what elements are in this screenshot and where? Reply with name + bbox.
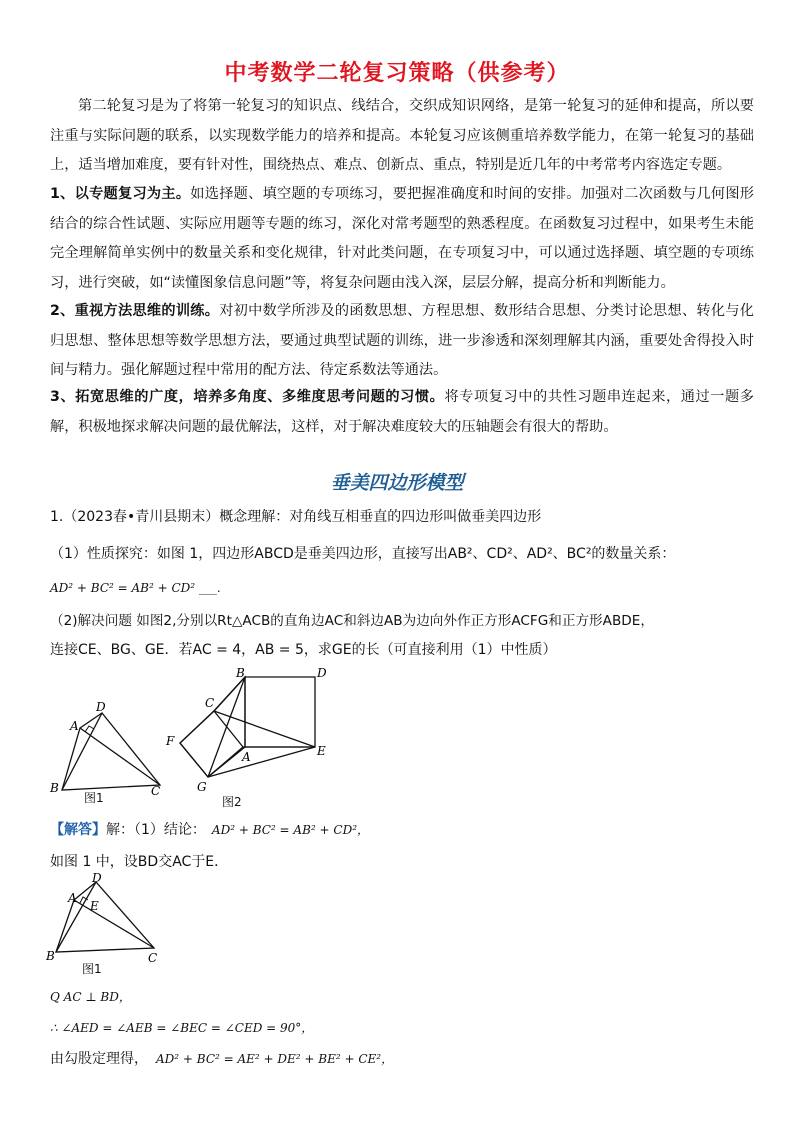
point-3 [50,383,754,442]
solution-line4: ∴ ∠AED = ∠AEB = ∠BEC = ∠CED = 90°， [50,1021,314,1035]
fig2-label-g: G [197,780,207,794]
solution-line3: Q AC ⊥ BD， [50,990,131,1004]
problem-q2-line1: （2)解决问题 如图2,分别以Rt△ACB的直角边AC和斜边AB为边向外作正方形ACFG和正方形ABDE， [50,613,654,629]
fig2-label-a: A [242,750,251,764]
fig1-diagonal-bd [62,713,102,790]
fig1-caption: 图1 [84,791,104,805]
fig1-diagonal-ac [80,728,160,785]
fig2-caption: 图2 [222,795,242,809]
fig3-label-b: B [46,949,55,963]
solution-prefix: 解：（1）结论： [106,822,206,838]
point-1-head: 1、以专题复习为主。 [50,186,191,202]
fig1-label-d: D [96,700,106,714]
fig2-label-b: B [236,666,245,680]
fig3-label-a: A [68,891,77,905]
solution-formula-5: AD² + BC² = AE² + DE² + BE² + CE²， [156,1052,394,1066]
fig3-label-e: E [90,899,99,913]
fig2-square-abde-part [245,677,315,747]
solution-line5-prefix: 由勾股定理得， [50,1051,148,1067]
problem-q2-line2: 连接CE、BG、GE．若AC = 4，AB = 5，求GE的长（可直接利用（1）中性质） [50,642,557,658]
fig2-label-d: D [317,666,327,680]
fig2-segment-ge [208,747,315,777]
point-2-text: 对初中数学所涉及的函数思想、方程思想、数形结合思想、分类讨论思想、转化与化归思想、整体思想等数学思想方法，要通过典型试题的训练，进一步渗透和深刻理解其内涵，重要处舍得投入时间与精力。强化解题过程中常用的配方法、待定系数法等通法。 [50,303,754,378]
fig2-label-e: E [317,744,326,758]
figure-2 [160,665,350,795]
solution-tag: 【解答】 [50,822,106,838]
fig1-label-a: A [70,719,79,733]
problem-intro: 1.（2023春•青川县期末）概念理解：对角线互相垂直的四边形叫做垂美四边形 [50,509,542,525]
fig2-outline [180,677,245,777]
fig2-label-c: C [205,696,215,710]
fig3-caption: 图1 [82,962,102,976]
fig3-label-c: C [148,951,158,965]
point-3-text: 将专项复习中的共性习题串连起来，通过一题多解，积极地探求解决问题的最优解法，这样，对于解决难度较大的压轴题会有很大的帮助。 [50,389,754,435]
page-title: 中考数学二轮复习策略（供参考） [224,61,570,86]
solution-line2: 如图 1 中，设BD交AC于E． [50,854,229,870]
problem-q1: （1）性质探究：如图 1，四边形ABCD是垂美四边形，直接写出AB²、CD²、AD²、BC²的数量关系： [50,546,676,562]
fig2-label-f: F [166,734,175,748]
figure-1-with-e [40,870,180,965]
point-2-head: 2、重视方法思维的训练。 [50,303,220,319]
point-2 [50,297,754,386]
solution-line5 [50,1049,760,1069]
fig1-label-c: C [151,784,161,798]
section-subtitle: 垂美四边形模型 [330,472,464,494]
solution-line1 [50,820,760,840]
fig3-diagonal-ac [74,900,154,948]
point-1 [50,180,754,298]
solution-formula-1: AD² + BC² = AB² + CD²， [211,823,370,837]
fig3-label-d: D [92,871,102,885]
fig2-segment-cb [214,677,245,711]
point-1-text: 如选择题、填空题的专项练习，要把握准确度和时间的安排。加强对二次函数与几何图形结合的综合性试题、实际应用题等专题的练习，深化对常考题型的熟悉程度。在函数复习过程中，如果考生未能完全理解简单实例中的数量关系和变化规律，针对此类问题，在专项复习中，可以通过选择题、填空题的专项练习，进行突破，如“读懂图象信息问题”等，将复杂问题由浅入深，层层分解，提高分析和判断能力。 [50,186,754,291]
figure-1 [40,695,180,815]
point-3-head: 3、拓宽思维的广度，培养多角度、多维度思考问题的习惯。 [50,389,445,405]
fig1-label-b: B [50,781,59,795]
problem-q1-answer: AD² + BC² = AB² + CD² ___. [50,581,221,595]
intro-paragraph: 第二轮复习是为了将第一轮复习的知识点、线结合，交织成知识网络，是第一轮复习的延伸和提高，所以要注重与实际问题的联系，以实现数学能力的培养和提高。本轮复习应该侧重培养数学能力，在第一轮复习的基础上，适当增加难度，要有针对性，围绕热点、难点、创新点、重点，特别是近几年的中考常考内容选定专题。 [50,98,754,173]
